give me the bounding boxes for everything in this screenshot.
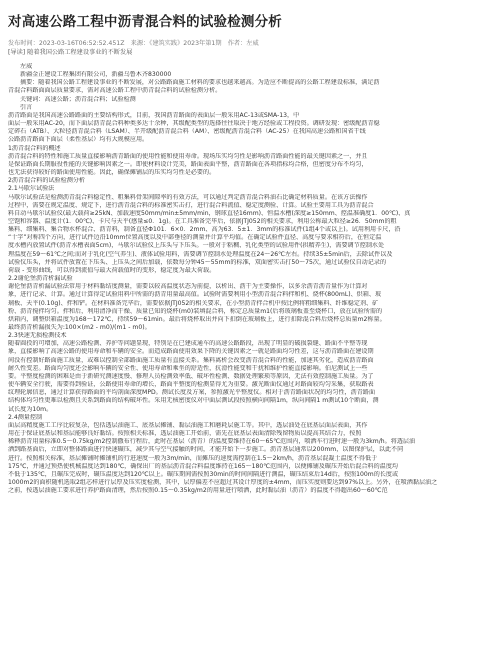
paragraph-line: 耐久性变差。路面均匀度还会影响车辆的安全性、使用寿命和乘坐的舒适性，抗滑性能变和干扰和维护性能直接影响。伯尼测试上一些 bbox=[8, 364, 368, 372]
keywords: 关键词：高速公路；沥青混合料；试验检测 bbox=[20, 95, 136, 103]
paragraph-line: 2.3快速无损检测技术 bbox=[8, 332, 67, 340]
paragraph-line: 粉、沥青搅拌均匀。拌和后，利用清净而干燥、质量已知的烧杯(m0)装填混合料，称定总质量m1(后将玻璃板盖至烧杯口，放在试验所需的 bbox=[8, 307, 383, 315]
paragraph-line: 使车辆安全行驶，需要得到验证，公路使用寿命的增长，路面平整度的检测显得尤为重要。激光断面仪通过对路面较均匀采集，获取路表 bbox=[8, 381, 374, 389]
paragraph-line: 过程中，需要在规定温度、规定下，进行沥青混合料的标准密实击打，进行混合料流值、稳定度测验、计算。试验主要用工具为沥青混合 bbox=[8, 201, 374, 209]
paragraph-line: 公路沥青路面下面层（柔性基层）均有大规模应用。 bbox=[8, 136, 149, 144]
author-name: 左威 bbox=[20, 63, 33, 70]
paragraph-line: 之前，按透层油施工要求进行养护路面清理，然后按照0.15～0.35kg/m2的用量进行喷洒，此时黏层油（沥青）的温度不得超出60～60℃范 bbox=[8, 487, 388, 495]
paragraph-line: 沥青混合料的特性和施工质量直接影响沥青路面的使用性能和使用寿命。现场压实均匀性是影响沥青路面性能的最关键因素之一，并且 bbox=[8, 152, 368, 160]
paragraph-line: 面层一般采用AC-20，而下面层沥青混合料种类多达十余种，其级配类型的选择往往取决于地方经验或工程投资。调研发现：密级配沥青稳 bbox=[8, 120, 380, 128]
article-meta: 发布时间：2023-03-16T06:52:52.451Z 来源：《建筑实践》2023年第1期 作者：左威 bbox=[8, 40, 259, 47]
paragraph-line: 集料、细集料、集合物水杯混合、沥青料，制备直径Φ101．6×0．2mm、高为63．5±1．3mm的标准试件(1组4个或以上)。试用利用卡尺，沿 bbox=[8, 226, 401, 234]
paragraph-line: 烘箱内，调整烘箱温度为168～172℃，持续59～61min。最后将烧杯取出并向下扣倒在玻璃板上，进行扣除混合料后烧杯总质量m2称量。 bbox=[8, 315, 386, 323]
paragraph-line: 2.2谢伦堡沥青析漏试验 bbox=[8, 275, 73, 283]
article-summary: [导读] 随着我国公路工程建设事业的不断发展 bbox=[8, 49, 133, 56]
article-sections bbox=[8, 104, 494, 496]
paragraph-line: 1000m2的面积随机选取2组芯样进行层厚及压实度检测，其中，层厚偏差不应超过其设计厚度的±4mm，而压实度则要达到97%以上。另外，在喷洒黏层油之 bbox=[8, 478, 438, 486]
paragraph-line: 面层高精度施工工序比较复杂，包括透层油施工、底基层摊铺、黏层油施工和磨耗层施工等。其中，透层油处在底基层面层表面，其作 bbox=[8, 421, 368, 429]
paragraph-line: 稀释沥青用量标准0.5～0.75kg/m2控制撒布行程后，此时在基层（沥青）的温度要维持在60～65℃范围内，喷洒车行进时速一般为3km/h。将透层油 bbox=[8, 438, 416, 446]
paragraph-line: 马歇尔试验法是检测沥青混合料稳定性、粗集料骨架间隙率的有效方法，可以通过判定沥青混合料油石比确定材料质量。在该方法操作 bbox=[8, 193, 368, 201]
paragraph-line: 度水槽内放置试件(沥青水槽表面5cm)，马歇尔试验仪上压头与下压头。一般对于粘稠、乳化类型的试验用件(拱精养生)，需要调节控制水处 bbox=[8, 242, 385, 250]
paragraph-line: 定碎石（ATB）、大粒径沥青混合料（LSAM）、半开级配沥青混合料（AM）、密级配沥青混合料（AC-25）在我国高速公路和国省干线 bbox=[8, 128, 366, 136]
paragraph-line: 引言 bbox=[20, 103, 33, 111]
paragraph-line: 随着圆投的可增加，高速公路检测、养护等问题显现，特别是在已建成通车的高速公路路段，出现了明显的破损裂缝、路面不平整等现 bbox=[8, 340, 368, 348]
author-affiliation: 新疆金正建设工程集团有限公司，新疆乌鲁木齐830000 bbox=[20, 71, 172, 79]
paragraph-line: 是保证路面长期服役性能的关键影响因素之一。即使材料设计完美，路面表面平整，沥青路面在各项指标均合格，但密度分布不均匀， bbox=[8, 160, 368, 168]
abstract-line: 青混合料路面面层质量要求，需对高速公路工程中沥青混合料的试验检测分析。 bbox=[8, 87, 222, 95]
paragraph-line: 间没有控制好路面施工质量，或难以控制全部路面施工质量有直接关系。集料离析会改变沥青混合料的性能，加速其劣化，造成沥青路面 bbox=[8, 356, 374, 364]
paragraph-line: 理温度在59～61℃之间;而对于乳化(空气养生)、液体试验用料，需要调节控制水处理温度在24～26℃左右。持续35±5min后，去除试件以及 bbox=[8, 250, 393, 258]
paragraph-line: 试验仪压头，并将试件放置在下压头、上压头之间后加载，依数每分钟45～55mm的标准，双面密实击打50～75次，通过试验仪自动记录的 bbox=[8, 258, 387, 266]
article-title: 对高速公路工程中沥青混合料的试验检测分析 bbox=[8, 14, 282, 30]
paragraph-line: 结构体均匀性更难以检测且关系到路面的结构破坏性。采用无核密度仪对中面层测试段按照横向间隔1m，纵向间隔1 m测试10个断面，测 bbox=[8, 397, 379, 405]
paragraph-line: 璃板、天平(0.10g)、拌和铲。在材料准备完毕后，需要依据JTJ052的相关要求，在小型沥青拌合机中按比例将粗细集料、纤维稳定剂、矿 bbox=[8, 299, 379, 307]
paragraph-line: 象，进行记录、计算。通过计算得定试验用料中所需的沥青用量最高值。试验时需要利用小型沥青混合料拌和机、烧杯(800mL)、烘箱、玻 bbox=[8, 291, 382, 299]
paragraph-line: 175℃，并通过预热使机械温度达到180℃，确保出厂的基层沥青混合料温度维持在165～180℃范围内，以便摊铺及碾压开始后混合料的温度均 bbox=[8, 462, 399, 470]
paragraph-line: 料自动马歇尔试验仪(最大载荷≥25kN、加载速度50mm/min±5mm/min，钢球直径16mm)、恒温水槽(深度≥150mm、控温准确度1．00℃)、真 bbox=[8, 209, 411, 217]
paragraph-line: 1沥青混合料的概述 bbox=[8, 144, 61, 152]
article-body bbox=[8, 63, 494, 495]
abstract-line: 摘要：随着我国公路工程建设事业的不断发展，对公路路面施工材料的要求也越来越高。为适应不断提高的公路工程建设标准，满足沥 bbox=[20, 79, 380, 87]
paragraph-line: 2.4测量控制 bbox=[8, 413, 43, 421]
paragraph-line: 谢伦堡沥青析漏试验法常用于材料黏结度测量，需要以较高温度状态为前提，以析出、沥干为主要操作，以多余沥青沥青量作为计算对 bbox=[8, 283, 368, 291]
paragraph-line: 不低于135℃，且碾压完成时，碾压温度达到120℃以上。碾压期间需按照30min的时间间隔进行测温，碾压结束后14d后，按照100m的长度或 bbox=[8, 470, 399, 478]
paragraph-line: 用在于保证底基层和基层能够良好黏结。按照相关标准，透层油施工开始前，需先在底基层表面清除残留物质以提高其结合力，按照 bbox=[8, 430, 362, 438]
paragraph-line: 洒到路基面后，立即对整体路面进行快速碾压，减少其与空气接触的时间，才能开始下一步施工。沥青基层通常以200mm，以图保护层，以此不同 bbox=[8, 446, 404, 454]
paragraph-line: 2沥青混合料的试验检测分析 bbox=[8, 177, 86, 185]
paragraph-line: “十字”对称四个方向，进行试件边沿10mm位置高度以及中部垂径的测量并计算平均值。在确定试验件直径、高度与要求相符后，在恒定温 bbox=[8, 234, 382, 242]
paragraph-line: 沥青路面是我国高速公路路面的主要结构形式，目前，我国沥青路面的表面层一般采用AC-13或SMA-13，中 bbox=[8, 111, 300, 119]
paragraph-line: 2.1马歇尔试验法 bbox=[8, 185, 55, 193]
paragraph-line: 荷载 - 变形曲线，可以得到流值与最大荷载值时的变形，稳定度为最大荷载。 bbox=[8, 266, 216, 274]
paragraph-line: 要。平整度检测的困难是由于新研究测速度慢、修理人员检测效率低、破坏性检测、数据处理繁琐等原因，无法有效控制施工质量。为了 bbox=[8, 372, 374, 380]
paragraph-line: 象，直接影响了高速公路的使用寿命和车辆的安全。而造成路面使用效果下降的关键因素之一就是路面均匀性差，这与沥青路面在建设期 bbox=[8, 348, 374, 356]
paragraph-line: 进行。按照相关标准，基层摊铺时摊铺机的行进速度一般为3m/min，而摊压的速度需控制在1.5～2km/h，沥青基层混凝土温度不得低于 bbox=[8, 454, 378, 462]
paragraph-line: 空饱和容器、温度计(1．00℃)、卡尺与天平(感量≤0．1g)。在工具准备完毕后，依据JTJ052的相关要求，利用公称最大粒径≥26．50mm的粗 bbox=[8, 217, 397, 225]
paragraph-line: 也无法获得较好的路面使用性能。因此，确保摊铺层的压实均匀性是必要的。 bbox=[8, 169, 216, 177]
paragraph-line: 试长度为10m。 bbox=[8, 405, 53, 413]
paragraph-line: 最终沥青析漏损失为:100×(m2 - m0)/(m1 - m0)。 bbox=[8, 324, 151, 331]
article-page bbox=[8, 0, 494, 495]
paragraph-line: 纹理轮廓信息，通过计算获得路面的平均剖面深度MPD。测试长度及方案，参照激光平整度仪。相对于沥青路面状况的均匀性，沥青路面 bbox=[8, 389, 376, 397]
